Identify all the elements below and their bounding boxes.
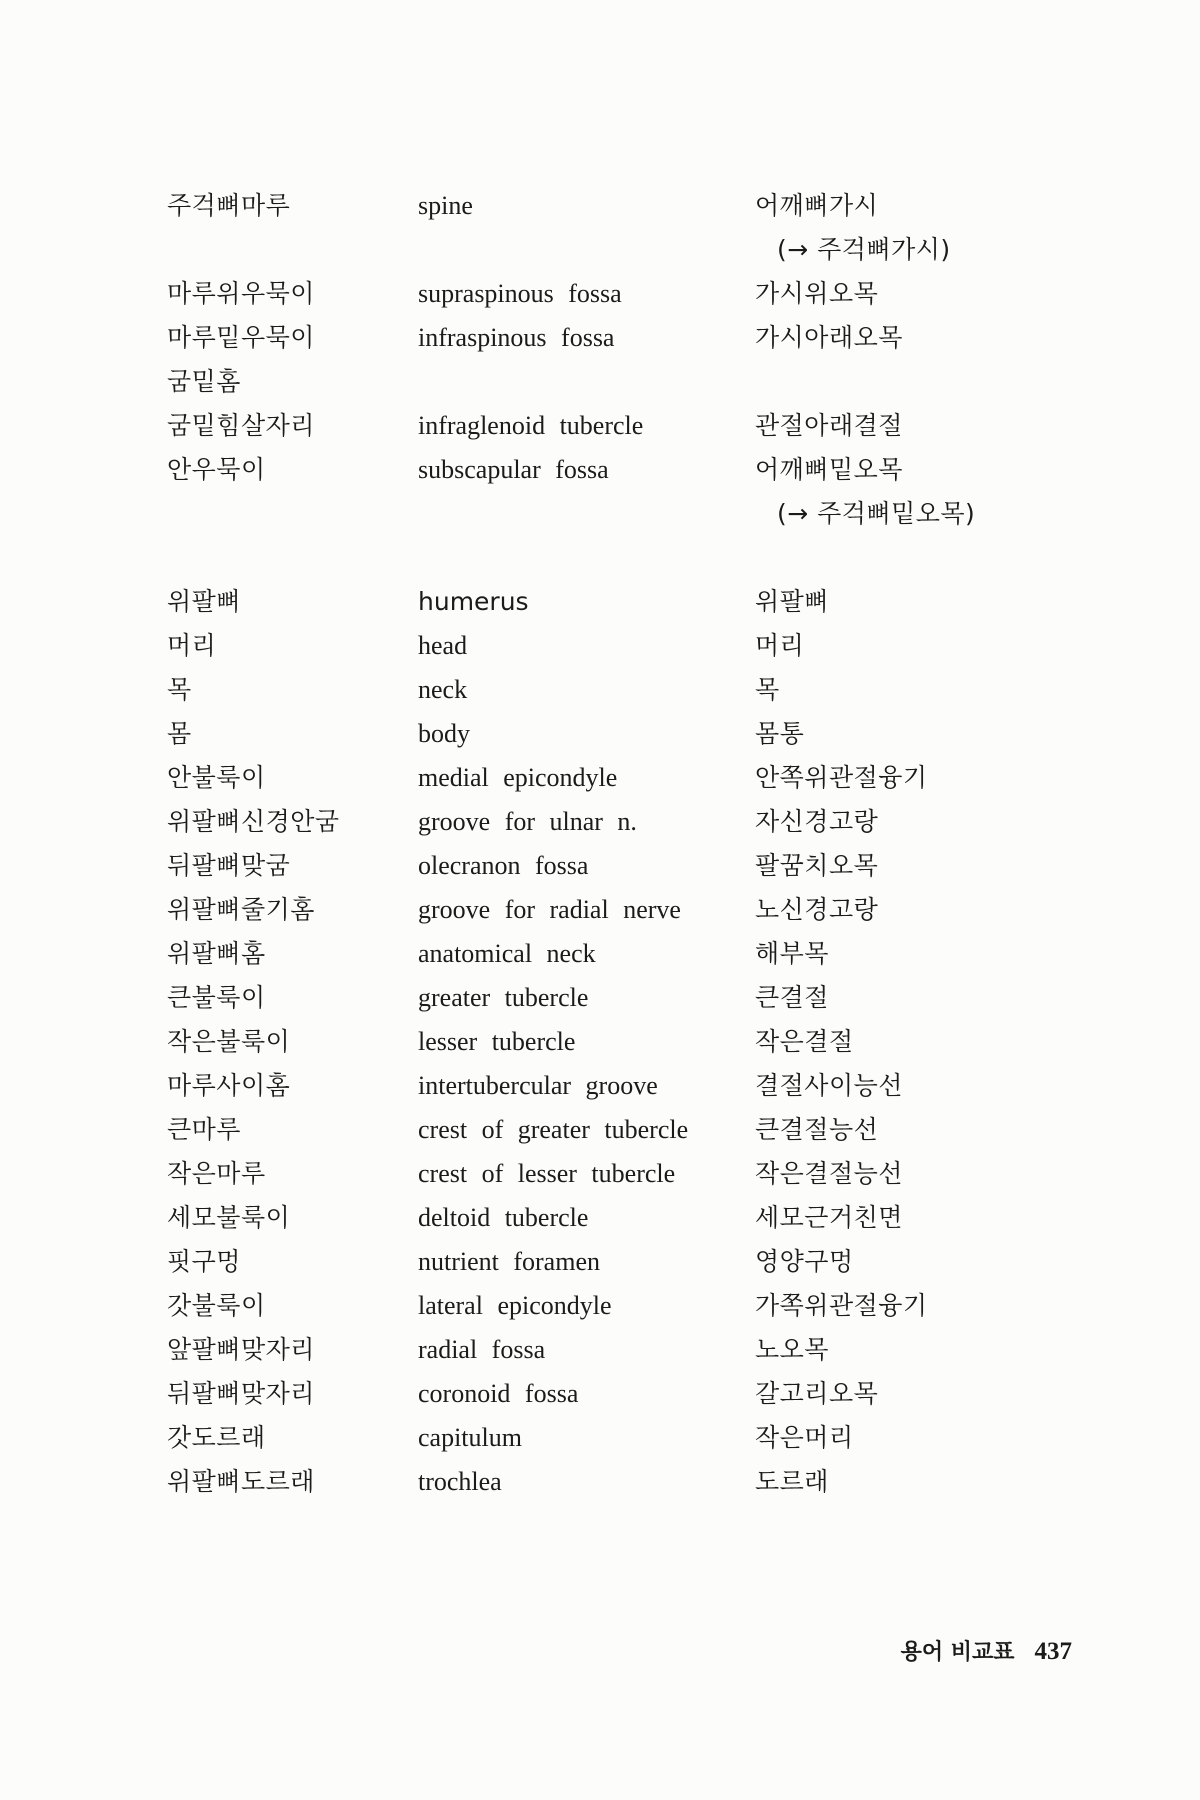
table-row bbox=[0, 360, 1200, 404]
korean-term: 마루위우묵이 bbox=[167, 279, 315, 308]
table-row bbox=[0, 712, 1200, 756]
english-term: infraglenoid tubercle bbox=[418, 411, 644, 440]
english-term: neck bbox=[418, 675, 468, 704]
korean-term: 위팔뼈도르래 bbox=[167, 1467, 315, 1496]
korean-term: 작은마루 bbox=[167, 1159, 266, 1188]
english-term: trochlea bbox=[418, 1467, 502, 1496]
alternate-term: 자신경고랑 bbox=[755, 807, 879, 836]
alternate-term: 결절사이능선 bbox=[755, 1071, 903, 1100]
alternate-term: 노오목 bbox=[755, 1335, 829, 1364]
korean-term: 갓불룩이 bbox=[167, 1291, 266, 1320]
english-term: intertubercular groove bbox=[418, 1071, 658, 1100]
korean-term: 위팔뼈 bbox=[167, 587, 241, 616]
korean-term: 큰마루 bbox=[167, 1115, 241, 1144]
english-term: head bbox=[418, 631, 468, 660]
table-row bbox=[0, 1064, 1200, 1108]
table-row bbox=[0, 316, 1200, 360]
alternate-term: 세모근거친면 bbox=[755, 1203, 903, 1232]
alternate-term-note: (→ 주걱뼈가시) bbox=[777, 235, 951, 264]
table-row bbox=[0, 1416, 1200, 1460]
table-row bbox=[0, 1372, 1200, 1416]
english-term: capitulum bbox=[418, 1423, 522, 1452]
table-row bbox=[0, 184, 1200, 228]
korean-term: 안우묵이 bbox=[167, 455, 266, 484]
english-term: lateral epicondyle bbox=[418, 1291, 612, 1320]
english-term: coronoid fossa bbox=[418, 1379, 579, 1408]
table-row bbox=[0, 800, 1200, 844]
korean-term: 굼밑홈 bbox=[167, 367, 241, 396]
table-row bbox=[0, 888, 1200, 932]
english-term: anatomical neck bbox=[418, 939, 596, 968]
alternate-term: 관절아래결절 bbox=[755, 411, 903, 440]
korean-term: 마루밑우묵이 bbox=[167, 323, 315, 352]
table-row bbox=[0, 756, 1200, 800]
table-row bbox=[0, 1020, 1200, 1064]
table-row-note bbox=[0, 228, 1200, 272]
korean-term: 핏구멍 bbox=[167, 1247, 241, 1276]
english-term: supraspinous fossa bbox=[418, 279, 622, 308]
english-term: crest of lesser tubercle bbox=[418, 1159, 676, 1188]
table-row bbox=[0, 1108, 1200, 1152]
page-number: 437 bbox=[1034, 1638, 1072, 1665]
korean-term: 안불룩이 bbox=[167, 763, 266, 792]
korean-term: 세모불룩이 bbox=[167, 1203, 291, 1232]
alternate-term: 큰결절 bbox=[755, 983, 829, 1012]
alternate-term-note: (→ 주걱뼈밑오목) bbox=[777, 499, 976, 528]
table-row-note bbox=[0, 492, 1200, 536]
alternate-term: 팔꿈치오목 bbox=[755, 851, 879, 880]
page-footer bbox=[901, 1635, 1072, 1666]
running-title: 용어 비교표 bbox=[900, 1640, 1015, 1665]
alternate-term: 도르래 bbox=[755, 1467, 829, 1496]
alternate-term: 큰결절능선 bbox=[755, 1115, 879, 1144]
english-term: crest of greater tubercle bbox=[418, 1115, 689, 1144]
alternate-term: 해부목 bbox=[755, 939, 829, 968]
alternate-term: 머리 bbox=[755, 631, 805, 660]
english-term: deltoid tubercle bbox=[418, 1203, 589, 1232]
table-row bbox=[0, 1328, 1200, 1372]
alternate-term: 안쪽위관절융기 bbox=[755, 763, 928, 792]
english-term: nutrient foramen bbox=[418, 1247, 600, 1276]
english-term: infraspinous fossa bbox=[418, 323, 615, 352]
korean-term: 주걱뼈마루 bbox=[167, 191, 291, 220]
table-row bbox=[0, 668, 1200, 712]
english-term: subscapular fossa bbox=[418, 455, 609, 484]
alternate-term: 가시아래오목 bbox=[755, 323, 903, 352]
korean-term: 굼밑힘살자리 bbox=[167, 411, 315, 440]
table-row bbox=[0, 1152, 1200, 1196]
korean-term: 마루사이홈 bbox=[167, 1071, 291, 1100]
table-row bbox=[0, 932, 1200, 976]
korean-term: 앞팔뼈맞자리 bbox=[167, 1335, 315, 1364]
alternate-term: 어깨뼈가시 bbox=[755, 191, 879, 220]
alternate-term: 어깨뼈밑오목 bbox=[755, 455, 903, 484]
table-row bbox=[0, 448, 1200, 492]
alternate-term: 위팔뼈 bbox=[755, 587, 829, 616]
table-row bbox=[0, 624, 1200, 668]
english-term: body bbox=[418, 719, 470, 748]
table-row bbox=[0, 1240, 1200, 1284]
table-row bbox=[0, 404, 1200, 448]
alternate-term: 갈고리오목 bbox=[755, 1379, 879, 1408]
korean-term: 큰불룩이 bbox=[167, 983, 266, 1012]
english-term: groove for radial nerve bbox=[418, 895, 681, 924]
korean-term: 뒤팔뼈맞굼 bbox=[167, 851, 291, 880]
korean-term: 목 bbox=[167, 675, 192, 704]
alternate-term: 영양구멍 bbox=[755, 1247, 854, 1276]
term-table bbox=[0, 184, 1200, 1504]
table-row bbox=[0, 580, 1200, 624]
alternate-term: 작은결절능선 bbox=[755, 1159, 903, 1188]
korean-term: 위팔뼈신경안굼 bbox=[167, 807, 340, 836]
korean-term: 뒤팔뼈맞자리 bbox=[167, 1379, 315, 1408]
korean-term: 위팔뼈줄기홈 bbox=[167, 895, 315, 924]
english-term: medial epicondyle bbox=[418, 763, 618, 792]
table-row bbox=[0, 1460, 1200, 1504]
english-term: lesser tubercle bbox=[418, 1027, 576, 1056]
table-row bbox=[0, 1284, 1200, 1328]
table-row bbox=[0, 976, 1200, 1020]
alternate-term: 작은머리 bbox=[755, 1423, 854, 1452]
alternate-term: 몸통 bbox=[755, 719, 805, 748]
english-term: spine bbox=[418, 191, 473, 220]
english-term: greater tubercle bbox=[418, 983, 589, 1012]
alternate-term: 목 bbox=[755, 675, 780, 704]
table-row bbox=[0, 844, 1200, 888]
table-row bbox=[0, 272, 1200, 316]
english-term: olecranon fossa bbox=[418, 851, 589, 880]
english-term: humerus bbox=[418, 587, 529, 616]
korean-term: 몸 bbox=[167, 719, 192, 748]
korean-term: 위팔뼈홈 bbox=[167, 939, 266, 968]
table-row bbox=[0, 1196, 1200, 1240]
korean-term: 머리 bbox=[167, 631, 217, 660]
english-term: radial fossa bbox=[418, 1335, 546, 1364]
alternate-term: 노신경고랑 bbox=[755, 895, 879, 924]
english-term: groove for ulnar n. bbox=[418, 807, 637, 836]
alternate-term: 작은결절 bbox=[755, 1027, 854, 1056]
korean-term: 작은불룩이 bbox=[167, 1027, 291, 1056]
section-gap bbox=[0, 536, 1200, 580]
alternate-term: 가시위오목 bbox=[755, 279, 879, 308]
alternate-term: 가쪽위관절융기 bbox=[755, 1291, 928, 1320]
korean-term: 갓도르래 bbox=[167, 1423, 266, 1452]
